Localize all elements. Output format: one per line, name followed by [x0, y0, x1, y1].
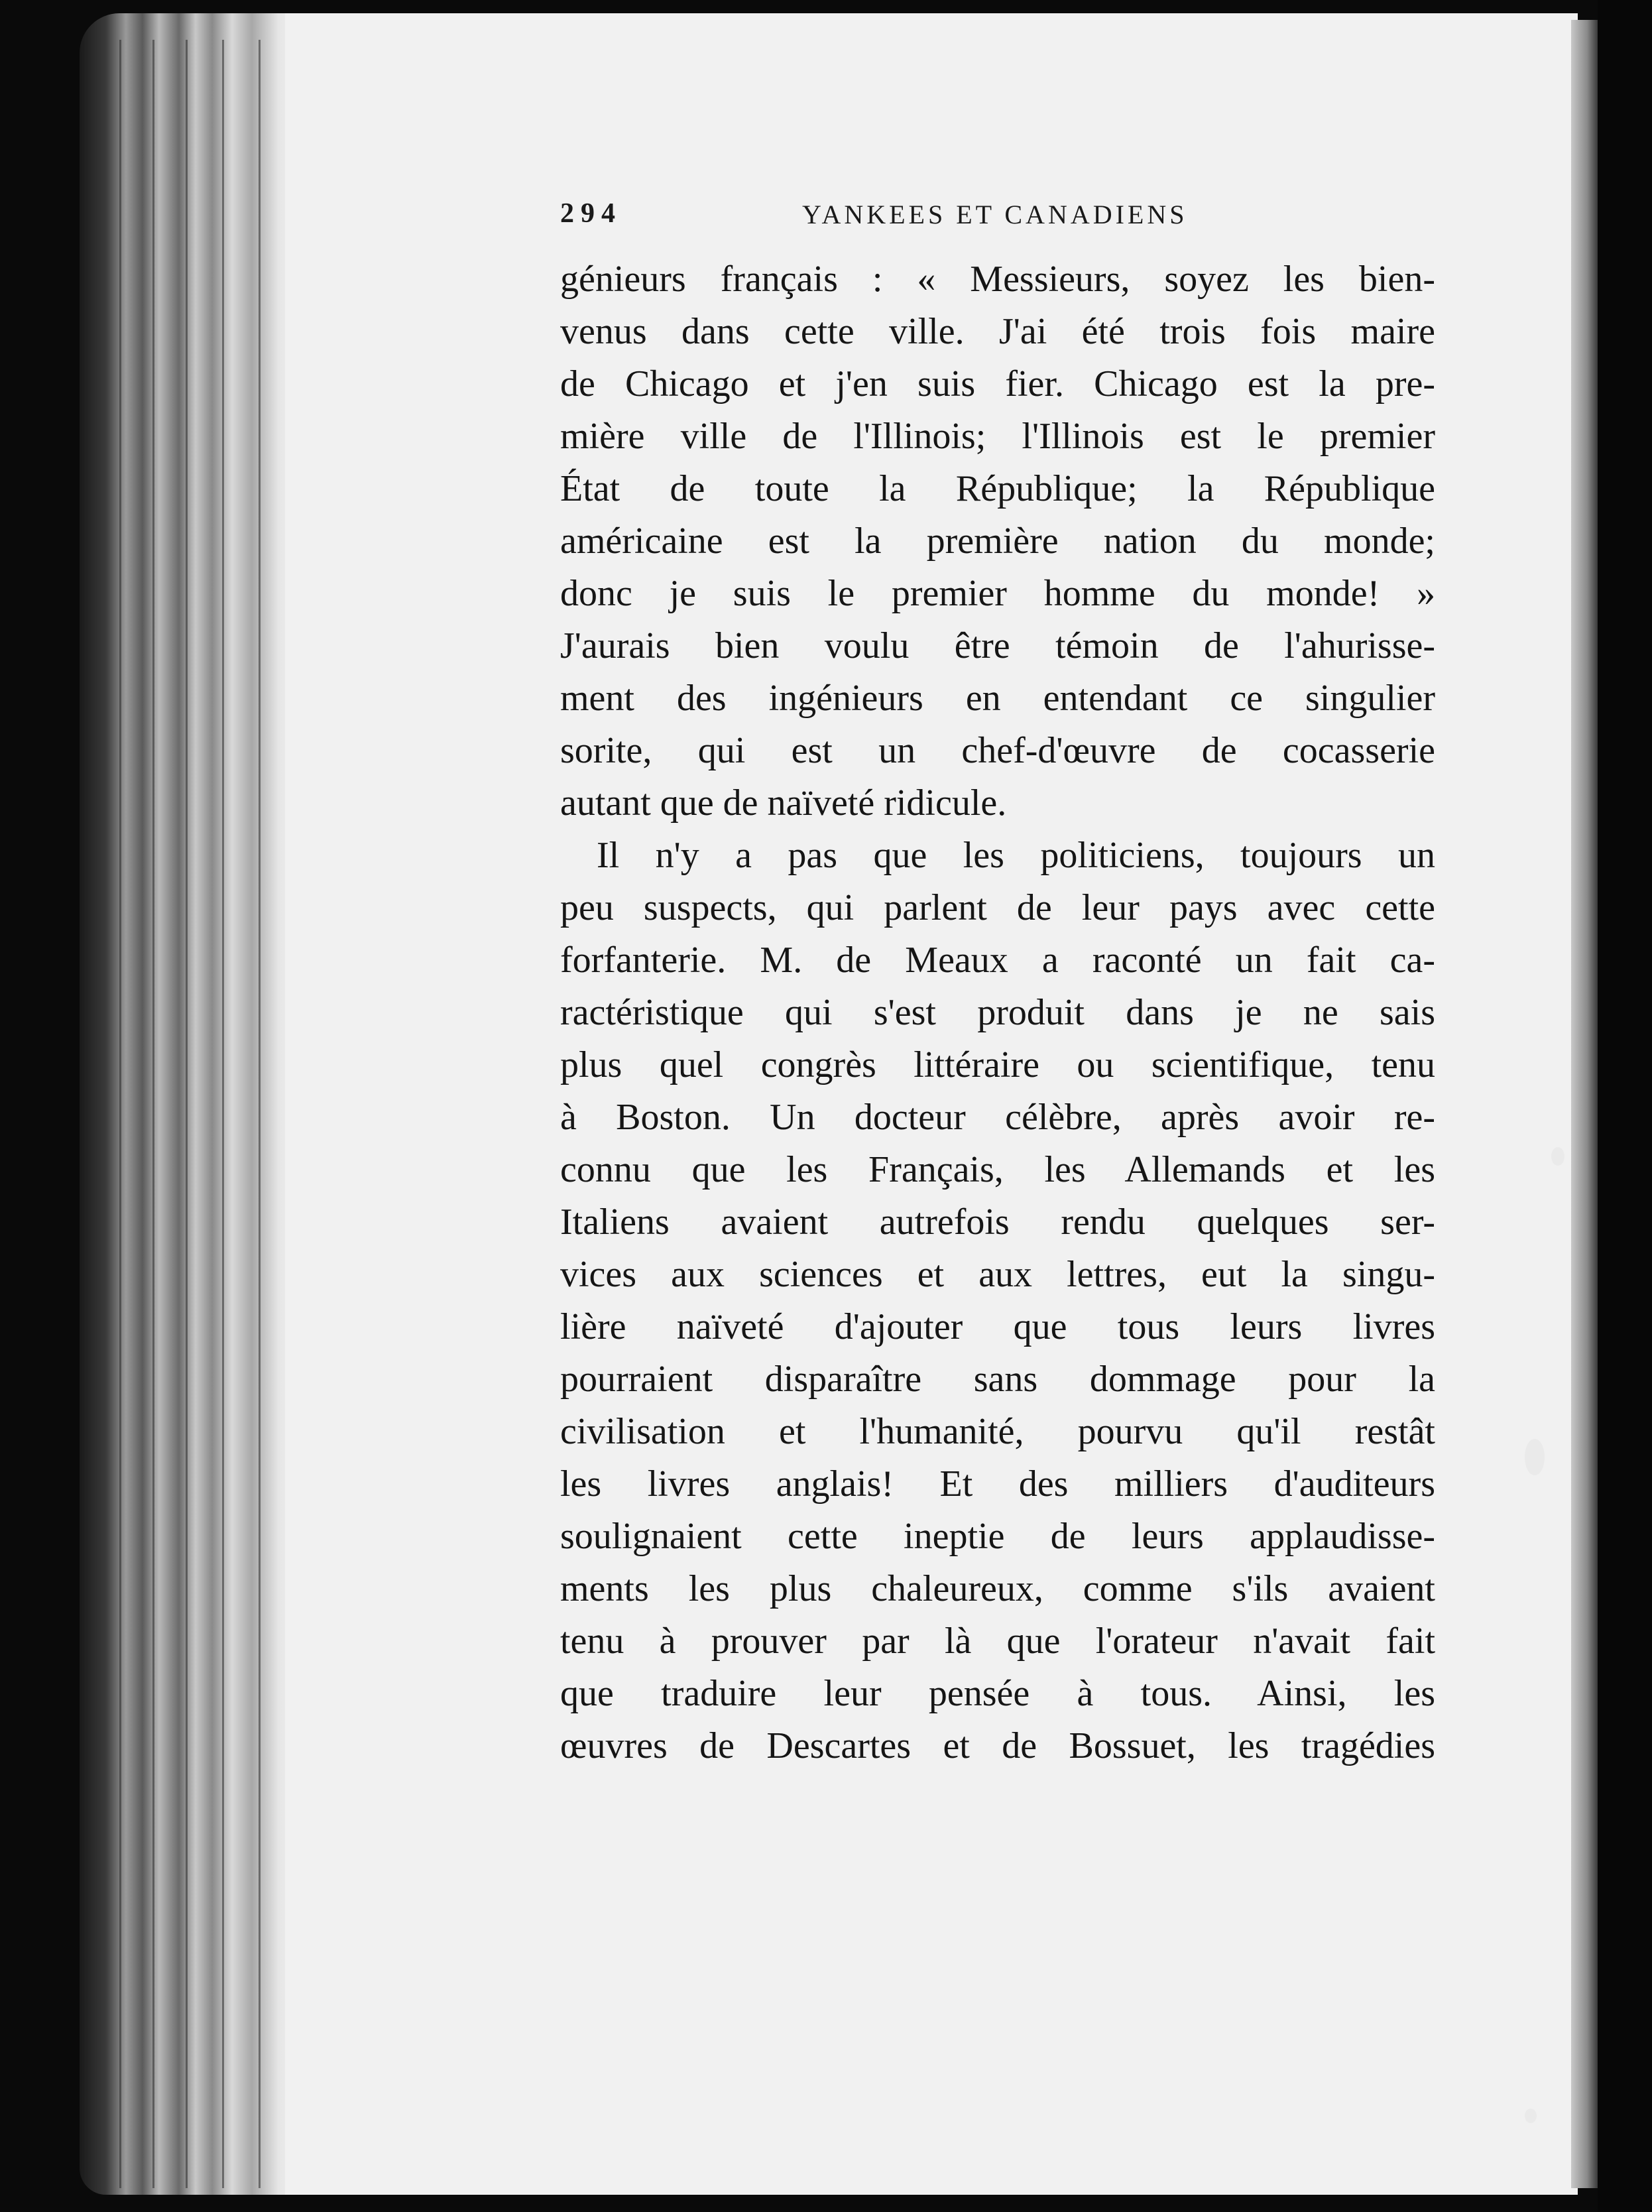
text-line: État de toute la République; la République [560, 468, 1435, 509]
book-page-edges [80, 13, 298, 2195]
page-number: 294 [560, 198, 622, 229]
scan-speck [1525, 1439, 1545, 1475]
text-line: américaine est la première nation du monde; [560, 521, 1435, 562]
text-line: Il n'y a pas que les politiciens, toujours un [597, 835, 1435, 876]
text-line: ments les plus chaleureux, comme s'ils avaient [560, 1568, 1435, 1609]
text-line: les livres anglais! Et des milliers d'auditeurs [560, 1463, 1435, 1505]
text-line: pourraient disparaître sans dommage pour la [560, 1359, 1435, 1400]
book-right-edge [1571, 20, 1598, 2188]
text-line: ractéristique qui s'est produit dans je ne sais [560, 992, 1435, 1033]
text-line: soulignaient cette ineptie de leurs applaudisse- [560, 1516, 1435, 1557]
running-head [560, 198, 1223, 244]
page-edge-line [152, 40, 154, 2188]
text-line: venus dans cette ville. J'ai été trois fois maire [560, 311, 1435, 352]
text-line: tenu à prouver par là que l'orateur n'avait fait [560, 1621, 1435, 1662]
scan-speck [1525, 2109, 1537, 2123]
text-line: de Chicago et j'en suis fier. Chicago est la pre- [560, 363, 1435, 404]
page-edge-line [259, 40, 261, 2188]
page-edge-line [222, 40, 224, 2188]
text-line: génieurs français : « Messieurs, soyez les bien- [560, 259, 1435, 300]
running-title: YANKEES ET CANADIENS [802, 200, 1188, 229]
text-line: plus quel congrès littéraire ou scientifique, tenu [560, 1044, 1435, 1085]
scan-border [1598, 0, 1652, 2212]
text-line: lière naïveté d'ajouter que tous leurs livres [560, 1306, 1435, 1347]
text-line: donc je suis le premier homme du monde! » [560, 573, 1435, 614]
text-line: ment des ingénieurs en entendant ce singulier [560, 678, 1435, 719]
text-line: forfanterie. M. de Meaux a raconté un fait ca- [560, 940, 1435, 981]
page-edge-line [186, 40, 188, 2188]
text-line: connu que les Français, les Allemands et les [560, 1149, 1435, 1190]
text-line: Italiens avaient autrefois rendu quelques ser- [560, 1201, 1435, 1243]
text-line: mière ville de l'Illinois; l'Illinois est le premier [560, 416, 1435, 457]
text-line: peu suspects, qui parlent de leur pays avec cette [560, 887, 1435, 928]
scan-speck [1551, 1147, 1564, 1166]
text-line: œuvres de Descartes et de Bossuet, les tragédies [560, 1725, 1435, 1766]
page-edge-line [119, 40, 121, 2188]
body-text [560, 253, 1435, 1772]
text-line: J'aurais bien voulu être témoin de l'ahurisse- [560, 625, 1435, 666]
text-line: civilisation et l'humanité, pourvu qu'il restât [560, 1411, 1435, 1452]
text-line: que traduire leur pensée à tous. Ainsi, les [560, 1673, 1435, 1714]
text-line: à Boston. Un docteur célèbre, après avoir re- [560, 1097, 1435, 1138]
text-line: vices aux sciences et aux lettres, eut la singu- [560, 1254, 1435, 1295]
text-line: sorite, qui est un chef-d'œuvre de cocasserie [560, 730, 1435, 771]
text-line: autant que de naïveté ridicule. [560, 782, 1007, 824]
